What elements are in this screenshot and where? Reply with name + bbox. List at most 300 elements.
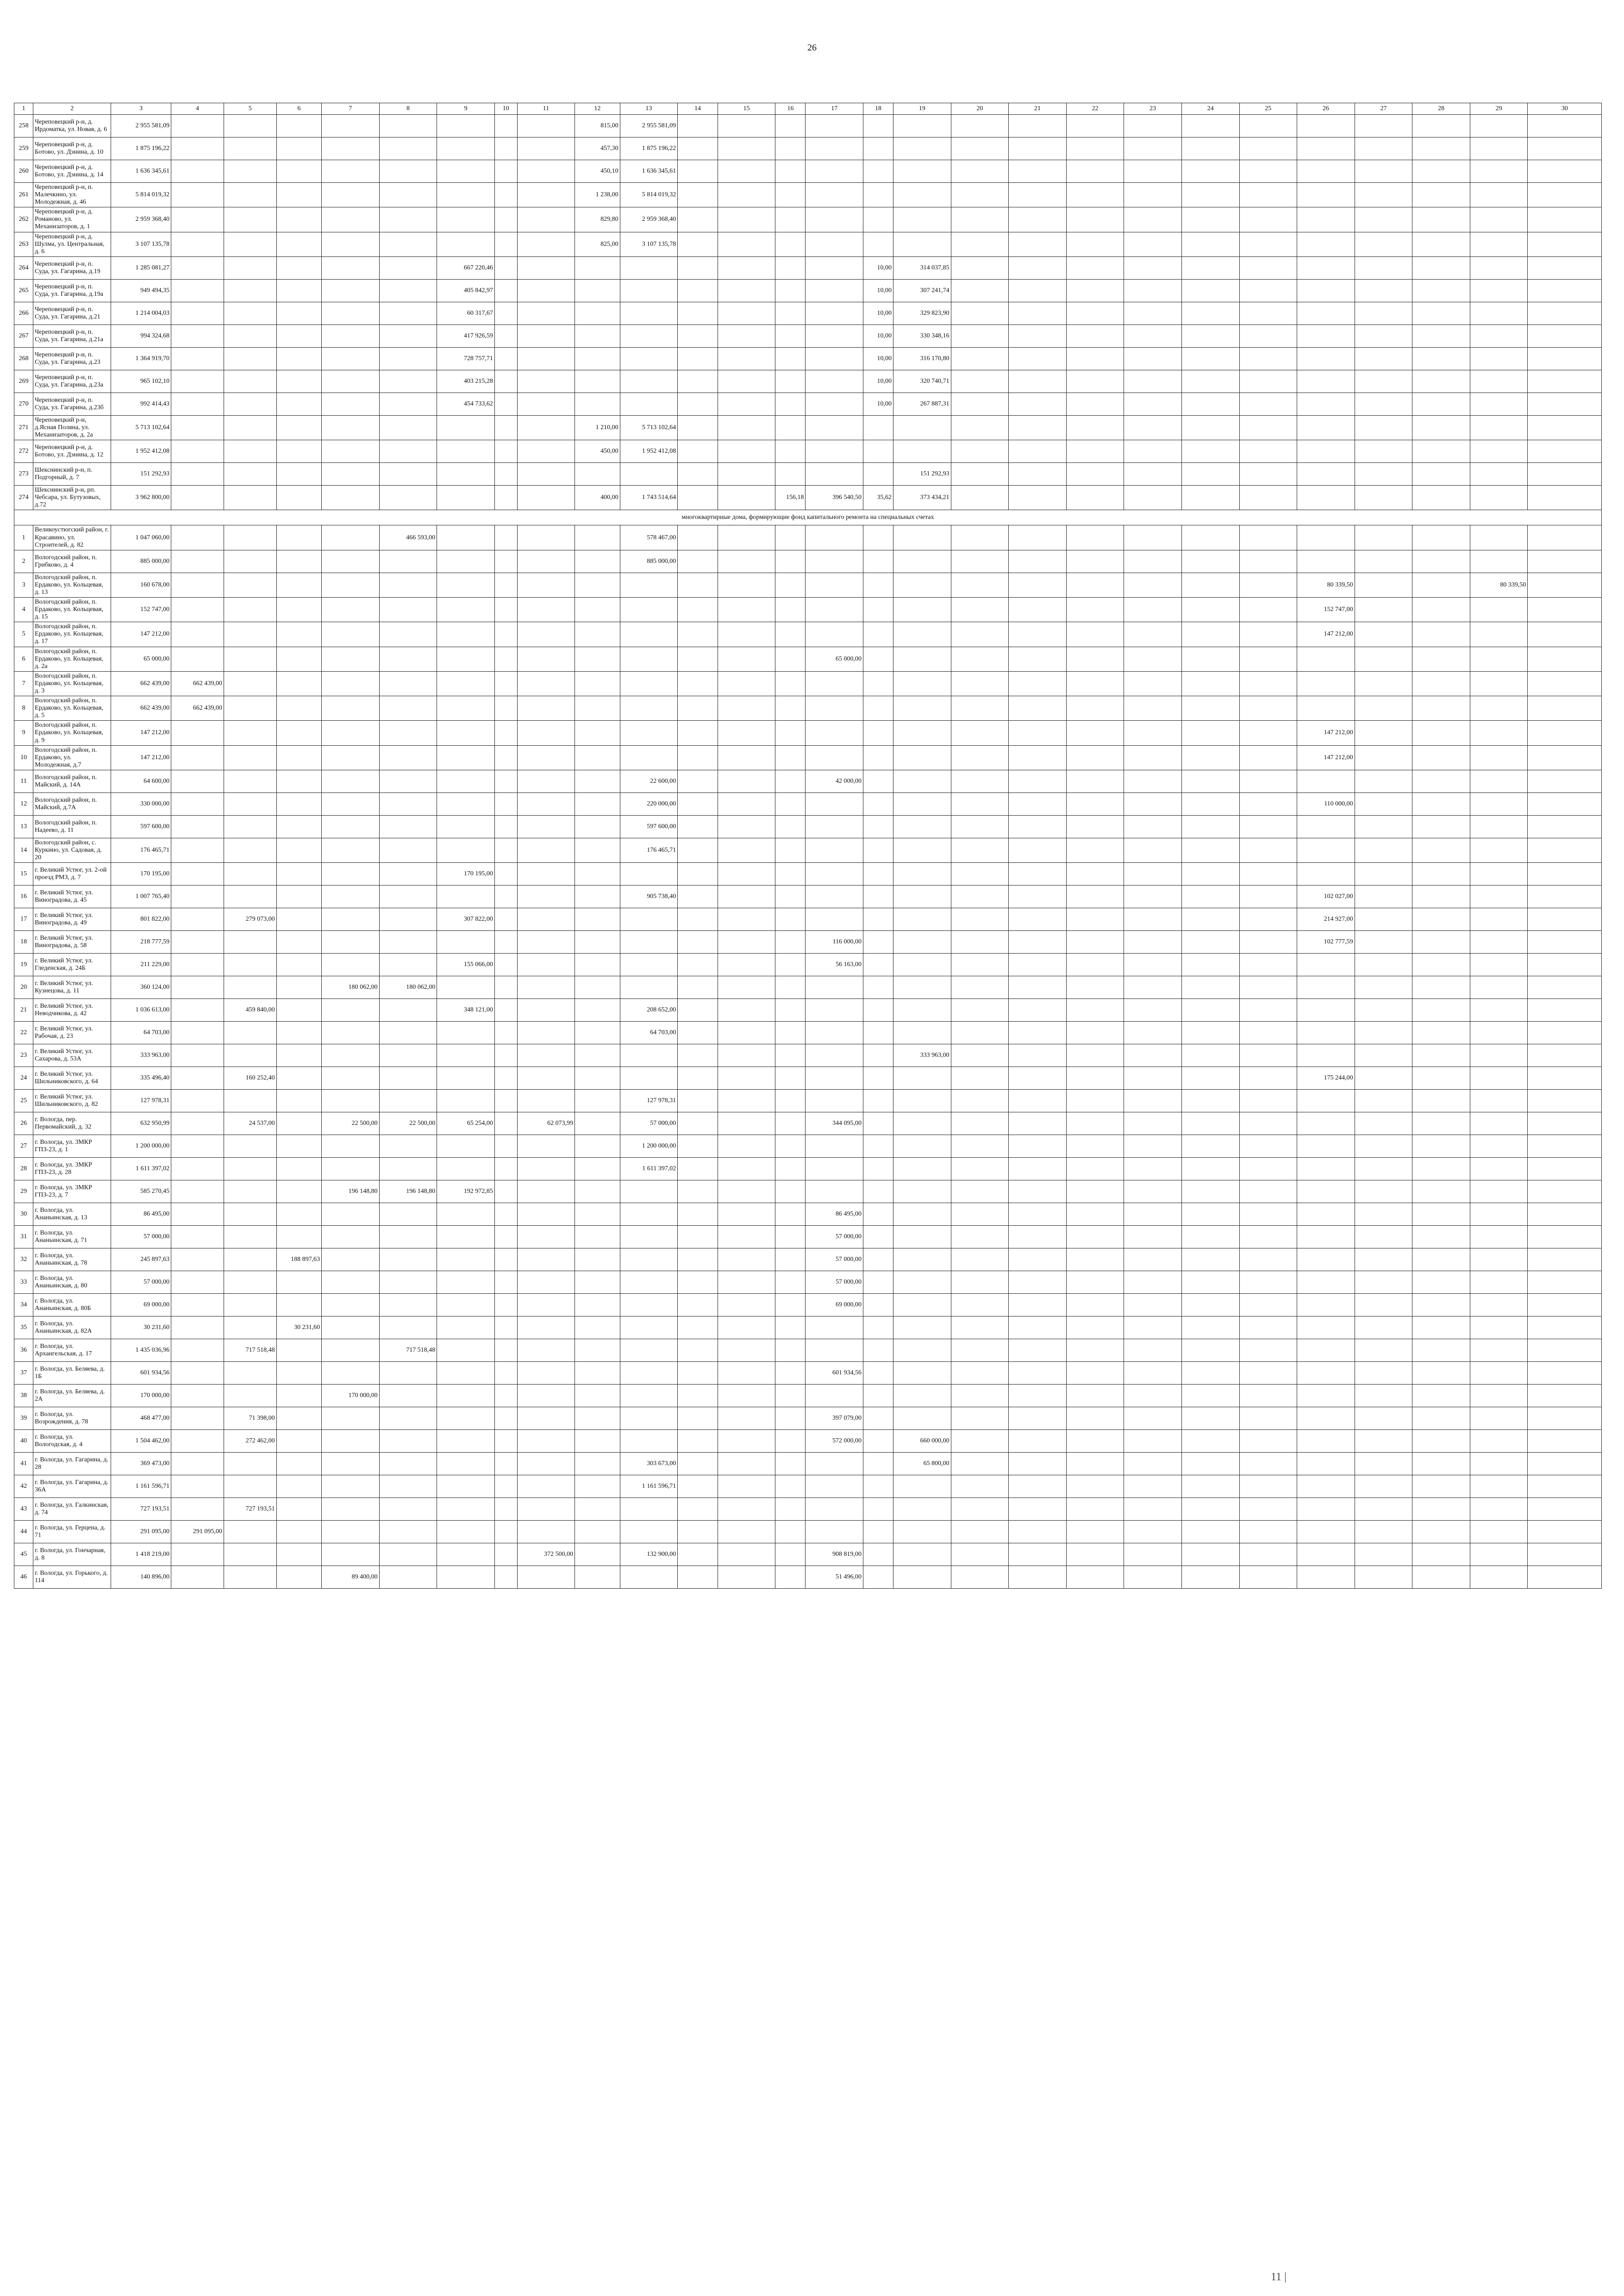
value-cell-c16 [775,1135,806,1158]
value-cell-c7 [322,232,380,256]
value-cell-c8 [379,256,437,279]
value-cell-c19 [893,573,951,597]
value-cell-c3: 585 270,45 [111,1180,171,1203]
value-cell-c26: 147 212,00 [1297,721,1355,745]
value-cell-c23 [1124,1294,1182,1316]
value-cell-c20 [951,886,1009,908]
value-cell-c5 [224,302,276,324]
value-cell-c15 [718,863,775,886]
value-cell-c11 [517,976,575,999]
value-cell-c22 [1066,324,1124,347]
value-cell-c20 [951,440,1009,463]
value-cell-c10 [494,137,517,160]
value-cell-c9 [437,1316,495,1339]
value-cell-c25 [1239,1294,1297,1316]
value-cell-c5 [224,415,276,440]
value-cell-c20 [951,1521,1009,1543]
column-number-27: 27 [1355,103,1412,115]
value-cell-c17 [806,908,863,931]
value-cell-c17: 116 000,00 [806,931,863,954]
value-cell-c12 [575,550,620,573]
value-cell-c14 [678,838,718,862]
value-cell-c17 [806,256,863,279]
value-cell-c10 [494,1067,517,1090]
value-cell-c26 [1297,815,1355,838]
address-cell: г. Вологда, ул. 3МКР ГПЗ-23, д. 7 [33,1180,111,1203]
value-cell-c18 [863,415,893,440]
value-cell-c18 [863,1430,893,1453]
value-cell-c4 [171,770,224,792]
value-cell-c27 [1355,1521,1412,1543]
value-cell-c16 [775,1294,806,1316]
value-cell-c7 [322,1407,380,1430]
value-cell-c24 [1181,1135,1239,1158]
value-cell-c28 [1412,256,1470,279]
table-row [14,1226,1602,1248]
value-cell-c10 [494,1248,517,1271]
value-cell-c8 [379,1407,437,1430]
value-cell-c23 [1124,393,1182,415]
value-cell-c16 [775,792,806,815]
value-cell-c14 [678,999,718,1022]
value-cell-c16 [775,137,806,160]
value-cell-c7 [322,1498,380,1521]
value-cell-c30 [1528,1022,1602,1044]
value-cell-c21 [1009,1339,1067,1362]
value-cell-c24 [1181,815,1239,838]
value-cell-c21 [1009,393,1067,415]
value-cell-c9 [437,440,495,463]
value-cell-c13 [620,1180,678,1203]
table-row [14,415,1602,440]
value-cell-c12 [575,1248,620,1271]
table-row [14,976,1602,999]
value-cell-c24 [1181,115,1239,137]
value-cell-c11 [517,324,575,347]
value-cell-c18 [863,954,893,976]
value-cell-c27 [1355,550,1412,573]
value-cell-c22 [1066,886,1124,908]
value-cell-c21 [1009,745,1067,770]
value-cell-c8 [379,486,437,510]
value-cell-c13: 57 000,00 [620,1112,678,1135]
value-cell-c8 [379,1135,437,1158]
value-cell-c13 [620,1044,678,1067]
value-cell-c8: 180 062,00 [379,976,437,999]
value-cell-c23 [1124,931,1182,954]
value-cell-c6 [276,160,322,183]
address-cell: Череповецкий р-н, п. Суда, ул. Гагарина, д.19а [33,279,111,302]
value-cell-c8 [379,1430,437,1453]
value-cell-c27 [1355,1112,1412,1135]
table-row [14,550,1602,573]
value-cell-c13 [620,1566,678,1589]
value-cell-c26 [1297,347,1355,370]
value-cell-c16 [775,886,806,908]
address-cell: г. Вологда, ул. Гагарина, д. 28 [33,1453,111,1475]
value-cell-c25 [1239,370,1297,393]
value-cell-c26 [1297,1407,1355,1430]
value-cell-c20 [951,1203,1009,1226]
value-cell-c18 [863,1022,893,1044]
value-cell-c4 [171,838,224,862]
value-cell-c6 [276,415,322,440]
value-cell-c8 [379,671,437,696]
value-cell-c11 [517,370,575,393]
value-cell-c11 [517,115,575,137]
value-cell-c21 [1009,463,1067,486]
value-cell-c15 [718,1521,775,1543]
value-cell-c14 [678,1090,718,1112]
value-cell-c25 [1239,1112,1297,1135]
value-cell-c21 [1009,1180,1067,1203]
value-cell-c13: 5 814 019,32 [620,183,678,207]
value-cell-c30 [1528,696,1602,721]
value-cell-c16 [775,671,806,696]
value-cell-c28 [1412,647,1470,671]
value-cell-c14 [678,1135,718,1158]
value-cell-c5 [224,1158,276,1180]
value-cell-c28 [1412,908,1470,931]
value-cell-c30 [1528,324,1602,347]
value-cell-c15 [718,1453,775,1475]
value-cell-c21 [1009,207,1067,232]
value-cell-c28 [1412,525,1470,550]
address-cell: Вологодский район, п. Ердаково, ул. Кольцевая, д. 5 [33,696,111,721]
value-cell-c7 [322,302,380,324]
value-cell-c29 [1470,696,1528,721]
value-cell-c29 [1470,393,1528,415]
value-cell-c15 [718,1543,775,1566]
value-cell-c13 [620,1430,678,1453]
value-cell-c9 [437,1203,495,1226]
value-cell-c29 [1470,463,1528,486]
table-row [14,207,1602,232]
value-cell-c16 [775,183,806,207]
value-cell-c25 [1239,1022,1297,1044]
value-cell-c27 [1355,1407,1412,1430]
value-cell-c4 [171,550,224,573]
value-cell-c7 [322,1521,380,1543]
value-cell-c10 [494,1498,517,1521]
value-cell-c10 [494,1203,517,1226]
value-cell-c3: 211 229,00 [111,954,171,976]
value-cell-c13 [620,954,678,976]
row-number: 40 [14,1430,33,1453]
value-cell-c11 [517,415,575,440]
value-cell-c27 [1355,115,1412,137]
value-cell-c18 [863,1407,893,1430]
value-cell-c10 [494,792,517,815]
value-cell-c22 [1066,1475,1124,1498]
table-row [14,1135,1602,1158]
value-cell-c21 [1009,183,1067,207]
value-cell-c8 [379,1316,437,1339]
value-cell-c7 [322,160,380,183]
table-row [14,573,1602,597]
value-cell-c10 [494,647,517,671]
value-cell-c9 [437,1067,495,1090]
value-cell-c28 [1412,1067,1470,1090]
value-cell-c21 [1009,1430,1067,1453]
value-cell-c28 [1412,745,1470,770]
value-cell-c18 [863,597,893,622]
table-row [14,863,1602,886]
value-cell-c9 [437,1158,495,1180]
value-cell-c13 [620,597,678,622]
value-cell-c3: 147 212,00 [111,745,171,770]
value-cell-c10 [494,815,517,838]
value-cell-c5 [224,137,276,160]
value-cell-c7 [322,347,380,370]
value-cell-c7 [322,207,380,232]
value-cell-c7 [322,1158,380,1180]
value-cell-c22 [1066,792,1124,815]
value-cell-c8: 466 593,00 [379,525,437,550]
value-cell-c6 [276,550,322,573]
value-cell-c16 [775,1407,806,1430]
value-cell-c28 [1412,976,1470,999]
value-cell-c18 [863,886,893,908]
value-cell-c15 [718,1226,775,1248]
value-cell-c15 [718,415,775,440]
value-cell-c7 [322,486,380,510]
row-number: 31 [14,1226,33,1248]
value-cell-c5 [224,1566,276,1589]
value-cell-c14 [678,1180,718,1203]
value-cell-c22 [1066,115,1124,137]
value-cell-c17: 86 495,00 [806,1203,863,1226]
value-cell-c21 [1009,815,1067,838]
value-cell-c25 [1239,1407,1297,1430]
value-cell-c6 [276,486,322,510]
value-cell-c3: 335 496,40 [111,1067,171,1090]
value-cell-c5 [224,647,276,671]
value-cell-c27 [1355,573,1412,597]
value-cell-c28 [1412,137,1470,160]
column-number-13: 13 [620,103,678,115]
value-cell-c16 [775,1044,806,1067]
value-cell-c12 [575,1271,620,1294]
value-cell-c12 [575,1044,620,1067]
value-cell-c10 [494,393,517,415]
value-cell-c22 [1066,183,1124,207]
value-cell-c30 [1528,1203,1602,1226]
value-cell-c17: 601 934,56 [806,1362,863,1385]
value-cell-c10 [494,1044,517,1067]
value-cell-c17 [806,1090,863,1112]
row-number: 11 [14,770,33,792]
value-cell-c22 [1066,863,1124,886]
value-cell-c24 [1181,622,1239,647]
value-cell-c5 [224,721,276,745]
value-cell-c3: 3 962 800,00 [111,486,171,510]
value-cell-c19 [893,671,951,696]
value-cell-c23 [1124,696,1182,721]
value-cell-c20 [951,1090,1009,1112]
value-cell-c4 [171,1294,224,1316]
value-cell-c26: 80 339,50 [1297,573,1355,597]
value-cell-c29 [1470,486,1528,510]
value-cell-c4 [171,1112,224,1135]
table-row [14,815,1602,838]
value-cell-c30 [1528,1430,1602,1453]
value-cell-c6 [276,1566,322,1589]
value-cell-c5: 24 537,00 [224,1112,276,1135]
value-cell-c23 [1124,550,1182,573]
value-cell-c23 [1124,1248,1182,1271]
value-cell-c23 [1124,745,1182,770]
value-cell-c21 [1009,999,1067,1022]
value-cell-c8: 196 148,80 [379,1180,437,1203]
value-cell-c27 [1355,815,1412,838]
value-cell-c12: 400,00 [575,486,620,510]
value-cell-c20 [951,486,1009,510]
value-cell-c20 [951,160,1009,183]
value-cell-c10 [494,954,517,976]
value-cell-c7 [322,183,380,207]
value-cell-c20 [951,1430,1009,1453]
value-cell-c23 [1124,1158,1182,1180]
column-number-19: 19 [893,103,951,115]
value-cell-c22 [1066,908,1124,931]
value-cell-c25 [1239,302,1297,324]
value-cell-c12 [575,999,620,1022]
value-cell-c5 [224,160,276,183]
address-cell: г. Вологда, ул. Ананьинская, д. 78 [33,1248,111,1271]
value-cell-c13: 176 465,71 [620,838,678,862]
value-cell-c7: 89 400,00 [322,1566,380,1589]
value-cell-c12 [575,886,620,908]
value-cell-c16 [775,647,806,671]
value-cell-c3: 2 959 368,40 [111,207,171,232]
value-cell-c19 [893,721,951,745]
value-cell-c25 [1239,1271,1297,1294]
value-cell-c7 [322,370,380,393]
value-cell-c29 [1470,207,1528,232]
value-cell-c14 [678,931,718,954]
value-cell-c13: 127 978,31 [620,1090,678,1112]
value-cell-c10 [494,1022,517,1044]
row-number: 41 [14,1453,33,1475]
value-cell-c9 [437,573,495,597]
value-cell-c18 [863,908,893,931]
value-cell-c13 [620,863,678,886]
value-cell-c6 [276,1362,322,1385]
value-cell-c28 [1412,1271,1470,1294]
value-cell-c3: 360 124,00 [111,976,171,999]
value-cell-c14 [678,1362,718,1385]
value-cell-c26 [1297,1090,1355,1112]
table-row [14,1385,1602,1407]
value-cell-c7 [322,1135,380,1158]
address-cell: Череповецкий р-н, д. Ирдоматка, ул. Новая, д. 6 [33,115,111,137]
table-row [14,622,1602,647]
value-cell-c17 [806,137,863,160]
value-cell-c27 [1355,256,1412,279]
value-cell-c12: 450,10 [575,160,620,183]
value-cell-c17 [806,696,863,721]
value-cell-c23 [1124,302,1182,324]
value-cell-c5 [224,463,276,486]
value-cell-c21 [1009,622,1067,647]
value-cell-c6 [276,440,322,463]
value-cell-c3: 330 000,00 [111,792,171,815]
value-cell-c30 [1528,302,1602,324]
value-cell-c13: 1 743 514,64 [620,486,678,510]
value-cell-c15 [718,1135,775,1158]
address-cell: Вологодский район, п. Надеево, д. 11 [33,815,111,838]
column-number-6: 6 [276,103,322,115]
value-cell-c23 [1124,1316,1182,1339]
value-cell-c3: 994 324,68 [111,324,171,347]
address-cell: г. Вологда, ул. Гончарная, д. 8 [33,1543,111,1566]
value-cell-c14 [678,1475,718,1498]
value-cell-c24 [1181,324,1239,347]
value-cell-c14 [678,597,718,622]
value-cell-c15 [718,1362,775,1385]
value-cell-c14 [678,1430,718,1453]
value-cell-c10 [494,1475,517,1498]
value-cell-c21 [1009,908,1067,931]
value-cell-c4 [171,1135,224,1158]
value-cell-c30 [1528,671,1602,696]
value-cell-c28 [1412,1226,1470,1248]
value-cell-c15 [718,1203,775,1226]
value-cell-c20 [951,393,1009,415]
value-cell-c20 [951,954,1009,976]
value-cell-c30 [1528,1407,1602,1430]
value-cell-c19 [893,1521,951,1543]
value-cell-c28 [1412,931,1470,954]
value-cell-c19 [893,745,951,770]
value-cell-c29 [1470,954,1528,976]
value-cell-c14 [678,256,718,279]
value-cell-c26 [1297,256,1355,279]
value-cell-c29 [1470,838,1528,862]
value-cell-c8 [379,160,437,183]
value-cell-c26 [1297,1316,1355,1339]
value-cell-c15 [718,954,775,976]
table-row [14,792,1602,815]
value-cell-c28 [1412,302,1470,324]
value-cell-c15 [718,1294,775,1316]
value-cell-c30 [1528,415,1602,440]
value-cell-c29 [1470,1339,1528,1362]
value-cell-c5 [224,324,276,347]
row-number: 27 [14,1135,33,1158]
value-cell-c22 [1066,347,1124,370]
value-cell-c18 [863,160,893,183]
value-cell-c15 [718,1022,775,1044]
value-cell-c13 [620,931,678,954]
address-cell: Череповецкий р-н, п. Малечкино, ул. Молодежная, д. 46 [33,183,111,207]
row-number: 267 [14,324,33,347]
value-cell-c18 [863,207,893,232]
row-number: 16 [14,886,33,908]
value-cell-c29 [1470,931,1528,954]
value-cell-c28 [1412,1090,1470,1112]
value-cell-c9 [437,696,495,721]
value-cell-c11 [517,647,575,671]
value-cell-c17 [806,207,863,232]
value-cell-c14 [678,1044,718,1067]
value-cell-c9 [437,1248,495,1271]
address-cell: Череповецкий р-н, д. Шулма, ул. Центральная, д. 6 [33,232,111,256]
value-cell-c23 [1124,1407,1182,1430]
value-cell-c5: 279 073,00 [224,908,276,931]
value-cell-c11 [517,160,575,183]
